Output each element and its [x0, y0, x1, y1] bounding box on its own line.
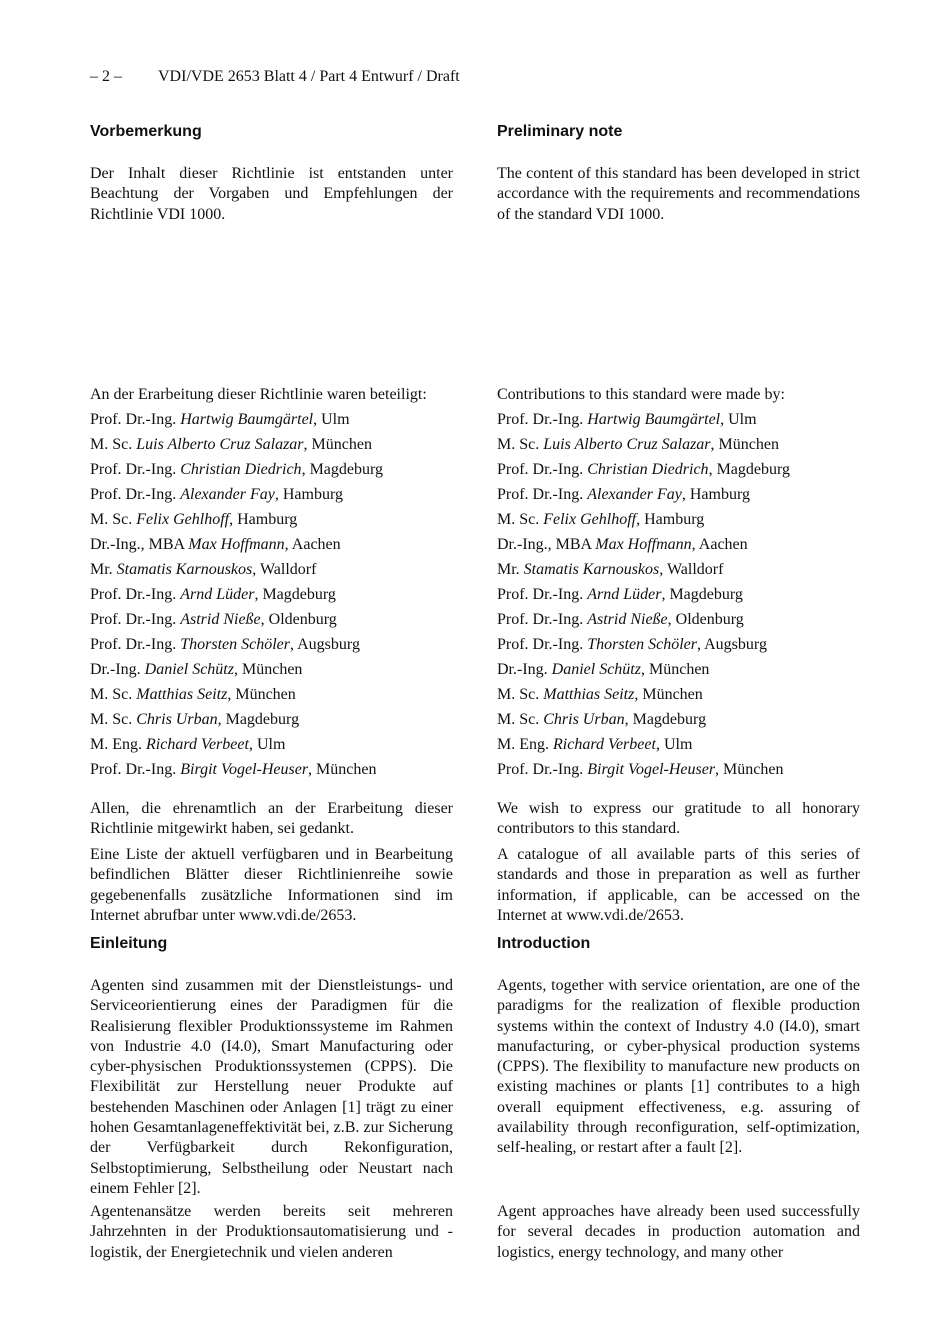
- contributor-title: M. Sc.: [90, 511, 137, 528]
- contributor-city: , München: [710, 436, 779, 453]
- contributor-title: M. Sc.: [90, 436, 137, 453]
- contributor-city: , Hamburg: [681, 486, 750, 503]
- contributor-row: [497, 635, 860, 660]
- document-title: VDI/VDE 2653 Blatt 4 / Part 4 Entwurf / Draft: [158, 68, 460, 85]
- contributor-title: Prof. Dr.-Ing.: [497, 461, 588, 478]
- contributor-row: [497, 660, 860, 685]
- contributor-city: , Magdeburg: [254, 586, 336, 603]
- contributor-city: , Augsburg: [697, 636, 767, 653]
- contributor-name: Stamatis Karnouskos: [116, 561, 253, 578]
- contributor-name: Arnd Lüder: [180, 586, 255, 603]
- contributor-name: Astrid Nieße: [587, 611, 668, 628]
- contributor-name: Matthias Seitz: [543, 686, 635, 703]
- contributor-city: , München: [233, 661, 303, 678]
- contributor-name: Thorsten Schöler: [587, 636, 697, 653]
- contributor-title: Dr.-Ing., MBA: [90, 536, 189, 553]
- contributor-title: Dr.-Ing.: [497, 661, 552, 678]
- contributor-row: [497, 760, 860, 785]
- contributor-row: [90, 760, 453, 785]
- contributor-row: [90, 460, 453, 485]
- contributor-city: , München: [303, 436, 372, 453]
- contributor-row: [497, 435, 860, 460]
- prelim-text-de: Der Inhalt dieser Richtlinie ist entstanden unter Beachtung der Vorgaben und Empfehlungen der Richtlinie VDI 1000.: [90, 165, 453, 223]
- contributor-row: [497, 460, 860, 485]
- contributor-city: , Magdeburg: [217, 711, 300, 728]
- contributor-city: , München: [308, 761, 377, 778]
- contributor-row: [90, 610, 453, 635]
- contributor-row: [497, 585, 860, 610]
- contributor-title: Prof. Dr.-Ing.: [497, 761, 588, 778]
- contributor-title: Prof. Dr.-Ing.: [90, 761, 181, 778]
- contributor-row: [497, 560, 860, 585]
- contributor-name: Richard Verbeet: [553, 736, 656, 753]
- contributor-city: , Ulm: [655, 736, 693, 753]
- contributor-city: , Aachen: [691, 536, 748, 553]
- contributor-city: , München: [640, 661, 710, 678]
- contributor-city: , Magdeburg: [708, 461, 791, 478]
- contributor-title: M. Sc.: [497, 686, 544, 703]
- contributor-list-de: [90, 410, 453, 785]
- contributor-city: , Hamburg: [636, 511, 705, 528]
- contributor-title: M. Eng.: [90, 736, 146, 753]
- contributor-name: Hartwig Baumgärtel: [587, 411, 721, 428]
- contributor-city: , Oldenburg: [667, 611, 744, 628]
- contributor-name: Alexander Fay: [587, 486, 682, 503]
- contributor-title: Prof. Dr.-Ing.: [90, 461, 181, 478]
- contributor-row: [90, 660, 453, 685]
- contributor-name: Luis Alberto Cruz Salazar: [136, 436, 304, 453]
- contributor-row: [497, 485, 860, 510]
- contributor-row: [497, 685, 860, 710]
- intro-p1-de: Agenten sind zusammen mit der Dienstleistungs- und Serviceorientierung eines der Paradigmen für die Realisierung flexibler Produktionssysteme im Rahmen von Industrie 4.0 (I4.0), Smart Manufacturing oder cyber-physischen Produktionssystemen (CPPS). Die Flexibilität zur Herstellung neuer Produkte auf bestehenden Maschinen oder Anlagen [1] trägt zu einer hohen Gesamtanlageneffektivität bei, z.B. zur Sicherung der Verfügbarkeit durch Rekonfiguration, Selbstoptimierung, Selbstheilung oder Neustart nach einem Fehler [2].: [90, 977, 453, 1197]
- contributor-title: Prof. Dr.-Ing.: [90, 411, 181, 428]
- contributor-row: [497, 610, 860, 635]
- contributor-title: M. Sc.: [497, 711, 544, 728]
- contributor-row: [497, 735, 860, 760]
- thanks-text-en: We wish to express our gratitude to all honorary contributors to this standard.: [497, 800, 860, 838]
- intro-p2-de: Agentenansätze werden bereits seit mehreren Jahrzehnten in der Produktionsautomatisierung und -logistik, der Energietechnik und vielen anderen: [90, 1203, 453, 1261]
- contributor-title: M. Eng.: [497, 736, 553, 753]
- contributor-title: Prof. Dr.-Ing.: [90, 486, 181, 503]
- catalogue-text-de: Eine Liste der aktuell verfügbaren und in Bearbeitung befindlichen Blätter dieser Richtlinienreihe sowie gegebenenfalls zusätzliche Informationen sind im Internet abrufbar unter www.vdi.de/2653.: [90, 846, 453, 924]
- prelim-text-en: The content of this standard has been developed in strict accordance with the requirements and recommendations of the standard VDI 1000.: [497, 165, 860, 223]
- contributor-title: M. Sc.: [90, 711, 137, 728]
- contributor-name: Chris Urban: [543, 711, 625, 728]
- contributor-city: , Oldenburg: [260, 611, 337, 628]
- contributor-name: Birgit Vogel-Heuser: [587, 761, 716, 778]
- contrib-intro-de: An der Erarbeitung dieser Richtlinie waren beteiligt:: [90, 386, 427, 403]
- prelim-heading-de: Vorbemerkung: [90, 123, 202, 140]
- contributor-name: Richard Verbeet: [146, 736, 249, 753]
- contributor-row: [90, 635, 453, 660]
- contributor-city: , Ulm: [313, 411, 350, 428]
- contributor-name: Daniel Schütz: [551, 661, 641, 678]
- contributor-list-en: [497, 410, 860, 785]
- contributor-row: [90, 735, 453, 760]
- contributor-title: Prof. Dr.-Ing.: [497, 636, 588, 653]
- contributor-row: [497, 410, 860, 435]
- contributor-title: Prof. Dr.-Ing.: [497, 611, 588, 628]
- contributor-name: Matthias Seitz: [136, 686, 228, 703]
- contributor-city: , Hamburg: [274, 486, 343, 503]
- contributor-name: Hartwig Baumgärtel: [180, 411, 314, 428]
- contributor-name: Astrid Nieße: [180, 611, 261, 628]
- contributor-city: , Ulm: [248, 736, 286, 753]
- contributor-name: Felix Gehlhoff: [136, 511, 230, 528]
- contributor-name: Max Hoffmann: [595, 536, 692, 553]
- contributor-row: [497, 710, 860, 735]
- intro-p2-en: Agent approaches have already been used successfully for several decades in production automation and logistics, energy technology, and many other: [497, 1203, 860, 1261]
- contributor-title: Prof. Dr.-Ing.: [90, 586, 181, 603]
- contributor-title: Prof. Dr.-Ing.: [497, 411, 588, 428]
- contributor-row: [90, 535, 453, 560]
- contributor-row: [90, 435, 453, 460]
- contributor-city: , Magdeburg: [624, 711, 707, 728]
- contributor-name: Thorsten Schöler: [180, 636, 290, 653]
- contributor-city: , Aachen: [284, 536, 341, 553]
- contributor-row: [90, 410, 453, 435]
- thanks-text-de: Allen, die ehrenamtlich an der Erarbeitung dieser Richtlinie mitgewirkt haben, sei gedankt.: [90, 800, 453, 838]
- intro-heading-en: Introduction: [497, 935, 591, 952]
- contributor-name: Felix Gehlhoff: [543, 511, 637, 528]
- intro-heading-de: Einleitung: [90, 935, 168, 952]
- contributor-city: , Walldorf: [252, 561, 317, 578]
- running-header: [90, 68, 460, 86]
- contributor-title: M. Sc.: [497, 511, 544, 528]
- prelim-heading-en: Preliminary note: [497, 123, 623, 140]
- contributor-name: Luis Alberto Cruz Salazar: [543, 436, 711, 453]
- contributor-row: [90, 560, 453, 585]
- contributor-name: Arnd Lüder: [587, 586, 662, 603]
- contributor-row: [90, 510, 453, 535]
- contributor-name: Birgit Vogel-Heuser: [180, 761, 309, 778]
- contributor-name: Alexander Fay: [180, 486, 275, 503]
- contributor-row: [497, 510, 860, 535]
- contributor-row: [90, 685, 453, 710]
- contributor-title: Mr.: [90, 561, 117, 578]
- contributor-title: Prof. Dr.-Ing.: [90, 636, 181, 653]
- contributor-title: Mr.: [497, 561, 524, 578]
- contributor-title: Prof. Dr.-Ing.: [497, 486, 588, 503]
- contributor-row: [90, 585, 453, 610]
- contributor-title: Dr.-Ing., MBA: [497, 536, 596, 553]
- contributor-city: , Magdeburg: [661, 586, 743, 603]
- contributor-title: M. Sc.: [497, 436, 544, 453]
- contributor-city: , München: [227, 686, 296, 703]
- contributor-city: , Hamburg: [229, 511, 298, 528]
- contributor-city: , Augsburg: [290, 636, 360, 653]
- catalogue-text-en: A catalogue of all available parts of this series of standards and those in preparation as well as further information, if applicable, can be accessed on the Internet at www.vdi.de/2653.: [497, 846, 860, 924]
- contributor-title: Prof. Dr.-Ing.: [497, 586, 588, 603]
- contributor-city: , Walldorf: [659, 561, 724, 578]
- contributor-row: [90, 710, 453, 735]
- contributor-title: Prof. Dr.-Ing.: [90, 611, 181, 628]
- contributor-name: Max Hoffmann: [188, 536, 285, 553]
- contributor-city: , München: [634, 686, 703, 703]
- contributor-name: Christian Diedrich: [587, 461, 709, 478]
- contributor-name: Stamatis Karnouskos: [523, 561, 660, 578]
- contributor-city: , Magdeburg: [301, 461, 384, 478]
- contributor-name: Christian Diedrich: [180, 461, 302, 478]
- contributor-name: Daniel Schütz: [144, 661, 234, 678]
- contributor-title: M. Sc.: [90, 686, 137, 703]
- intro-p1-en: Agents, together with service orientation, are one of the paradigms for the realization of flexible production systems within the context of Industry 4.0 (I4.0), smart manufacturing, or cyber-physical production systems (CPPS). The flexibility to manufacture new products on existing machines or plants [1] contributes to a high overall equipment effectiveness, e.g. assuring of availability through reconfiguration, self-optimization, self-healing, or restart after a fault [2].: [497, 977, 860, 1157]
- contributor-name: Chris Urban: [136, 711, 218, 728]
- contrib-intro-en: Contributions to this standard were made by:: [497, 386, 785, 403]
- contributor-row: [497, 535, 860, 560]
- page-number: – 2 –: [90, 68, 122, 85]
- contributor-city: , Ulm: [720, 411, 757, 428]
- contributor-title: Dr.-Ing.: [90, 661, 145, 678]
- contributor-city: , München: [715, 761, 784, 778]
- contributor-row: [90, 485, 453, 510]
